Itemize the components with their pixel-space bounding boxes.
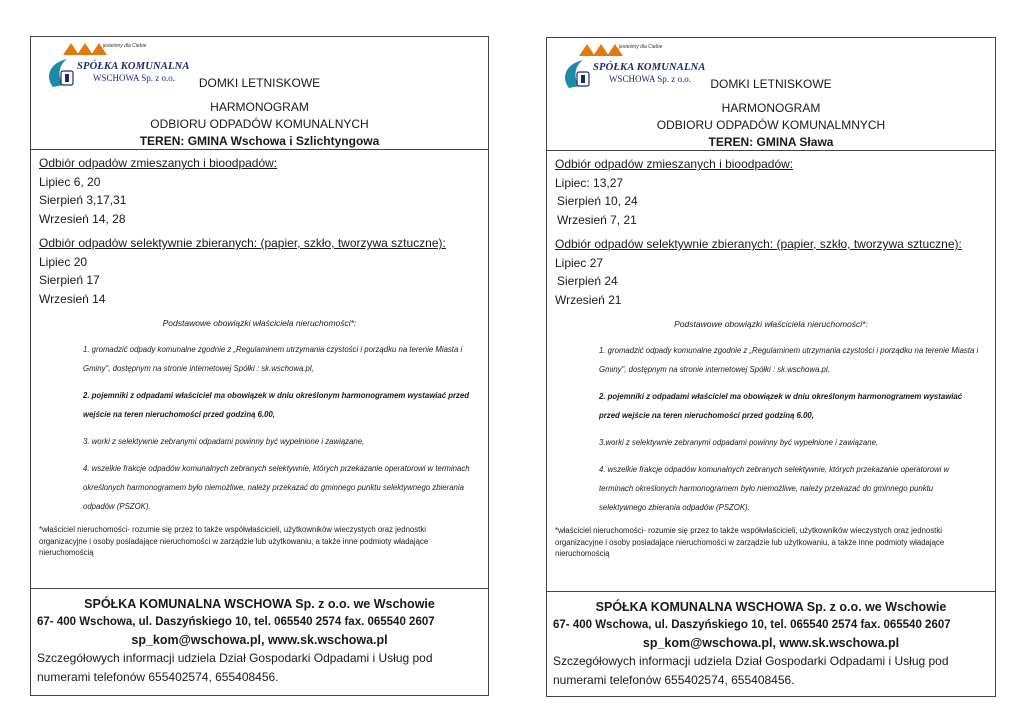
footer-address: 67- 400 Wschowa, ul. Daszyńskiego 10, tel. 065540 2574 fax. 065540 2607 [37, 616, 435, 628]
logo-brand-sub: WSCHOWA Sp. z o.o. [609, 74, 692, 84]
duty-2: 2. pojemniki z odpadami właściciel ma obowiązek w dniu określonym harmonogramem wystawiać przed wejście na teren nieruchomości przed godziną 6.00, [599, 392, 963, 420]
logo-brand: SPÓŁKA KOMUNALNA [77, 61, 190, 72]
duty-3: 3. worki z selektywnie zebranymi odpadami powinny być wypełnione i zawiązane, [83, 437, 365, 446]
selective-date-september: Wrzesień 14 [39, 291, 106, 306]
card-area: TEREN: GMINA Sława [708, 135, 834, 149]
duty-1: 1. gromadzić odpady komunalne zgodnie z „Regulaminem utrzymania czystości i porządku na terenie Miasta i Gminy", dostępnym na stronie internetowej Spółki : sk.wschowa.pl, [83, 345, 463, 373]
mixed-date-september: Wrzesień 14, 28 [39, 211, 126, 226]
mixed-date-august: Sierpień 3,17,31 [39, 193, 127, 207]
card-header [31, 37, 488, 150]
card-title-block [31, 99, 488, 150]
logo-slogan: jesteśmy dla Ciebie [103, 43, 147, 49]
logo-brand-sub: WSCHOWA Sp. z o.o. [93, 73, 176, 83]
card-title-block [547, 100, 995, 151]
selective-date-september: Wrzesień 21 [555, 292, 622, 307]
mixed-date-july: Lipiec: 13,27 [555, 175, 624, 190]
schedule-card-left [30, 36, 489, 696]
card-title: HARMONOGRAM [210, 100, 309, 114]
duties-title: Podstawowe obowiązki właściciela nieruchomości*: [674, 319, 868, 329]
duty-4: 4. wszelkie frakcje odpadów komunalnych zebranych selektywnie, których przekazanie operatorowi w terminach określonych harmonogramem było niemożliwe, należy przekazać do gminnego punktu selektywnego zbierania odpadów (PSZOK). [599, 465, 950, 512]
card-footer [31, 588, 488, 687]
logo-brand: SPÓŁKA KOMUNALNA [593, 62, 706, 73]
selective-date-august: Sierpień 24 [557, 274, 618, 288]
footer-info: Szczegółowych informacji udziela Dział Gospodarki Odpadami i Usług pod numerami telefonów 655402574, 655408456. [37, 651, 433, 684]
owner-note: *właściciel nieruchomości- rozumie się przez to także współwłaścicieli, użytkowników wieczystych oraz jednostki organizacyjne i osoby posiadające nieruchomości w zarządzie lub użytkowaniu, a także inne podmioty władające nieruchomością [555, 526, 945, 558]
card-title: HARMONOGRAM [721, 101, 821, 115]
card-body [31, 150, 488, 559]
duty-4: 4. wszelkie frakcje odpadów komunalnych zebranych selektywnie, których przekazanie operatorowi w terminach określonych harmonogramem było niemożliwe, należy przekazać do gminnego punktu selektywnego zbierania odpadów (PSZOK). [83, 464, 470, 511]
schedule-card-right [546, 37, 996, 697]
selective-heading: Odbiór odpadów selektywnie zbieranych: (papier, szkło, tworzywa sztuczne): [39, 236, 446, 250]
card-body [547, 151, 995, 560]
mixed-heading: Odbiór odpadów zmieszanych i bioodpadów: [555, 157, 794, 171]
footer-company-name: SPÓŁKA KOMUNALNA WSCHOWA Sp. z o.o. we Wschowie [84, 597, 435, 611]
footer-contact: sp_kom@wschowa.pl, www.sk.wschowa.pl [131, 633, 388, 647]
mixed-date-august: Sierpień 10, 24 [557, 194, 638, 208]
selective-date-july: Lipiec 27 [555, 255, 604, 270]
mixed-heading: Odbiór odpadów zmieszanych i bioodpadów: [39, 156, 278, 170]
duty-2: 2. pojemniki z odpadami właściciel ma obowiązek w dniu określonym harmonogramem wystawiać przed wejście na teren nieruchomości przed godziną 6.00, [83, 391, 470, 419]
card-area: TEREN: GMINA Wschowa i Szlichtyngowa [139, 134, 380, 148]
footer-info: Szczegółowych informacji udziela Dział Gospodarki Odpadami i Usług pod numerami telefonów 655402574, 655408456. [553, 654, 949, 687]
duty-3: 3.worki z selektywnie zebranymi odpadami powinny być wypełnione i zawiązane, [599, 438, 879, 447]
card-subtitle: ODBIORU ODPADÓW KOMUNALNYCH [150, 117, 369, 131]
selective-date-july: Lipiec 20 [39, 254, 88, 269]
card-type: DOMKI LETNISKOWE [198, 76, 321, 90]
duty-1: 1. gromadzić odpady komunalne zgodnie z „Regulaminem utrzymania czystości i porządku na terenie Miasta i Gminy", dostępnym na stronie internetowej Spółki : sk.wschowa.pl, [599, 346, 979, 374]
mixed-date-september: Wrzesień 7, 21 [557, 212, 637, 227]
duties-title: Podstawowe obowiązki właściciela nieruchomości*: [162, 318, 357, 328]
mixed-date-july: Lipiec 6, 20 [39, 174, 101, 189]
selective-date-august: Sierpień 17 [39, 273, 100, 287]
card-footer [547, 591, 995, 690]
footer-address: 67- 400 Wschowa, ul. Daszyńskiego 10, tel. 065540 2574 fax. 065540 2607 [553, 619, 951, 631]
footer-company-name: SPÓŁKA KOMUNALNA WSCHOWA Sp. z o.o. we Wschowie [595, 600, 947, 614]
footer-contact: sp_kom@wschowa.pl, www.sk.wschowa.pl [642, 636, 900, 650]
owner-note: *właściciel nieruchomości- rozumie się przez to także współwłaścicieli, użytkowników wieczystych oraz jednostki organizacyjne i osoby posiadające nieruchomości w zarządzie lub użytkowaniu, a także inne podmioty władające nieruchomością [39, 525, 429, 557]
selective-heading: Odbiór odpadów selektywnie zbieranych: (papier, szkło, tworzywa sztuczne): [555, 237, 962, 251]
card-header [547, 38, 995, 151]
card-type: DOMKI LETNISKOWE [710, 77, 832, 91]
card-subtitle: ODBIORU ODPADÓW KOMUNALMNYCH [656, 118, 886, 132]
logo-slogan: jesteśmy dla Ciebie [619, 44, 663, 50]
